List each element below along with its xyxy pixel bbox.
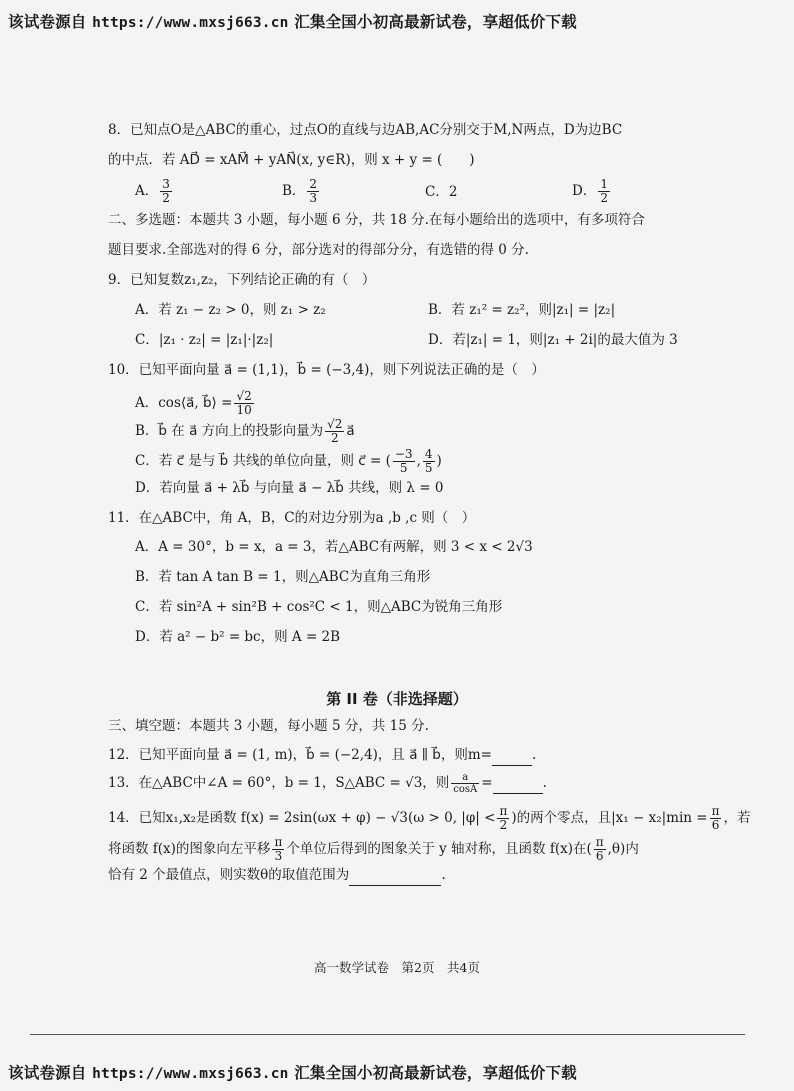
section2-line2: 题目要求.全部选对的得 6 分，部分选对的得部分分，有选错的得 0 分. bbox=[108, 242, 529, 258]
q10-stem: 10．已知平面向量 a⃗ = (1,1)，b⃗ = (−3,4)，则下列说法正确的是（ ） bbox=[108, 362, 545, 378]
q13-answer-blank[interactable] bbox=[493, 773, 543, 794]
q8-option-c: C．2 bbox=[425, 184, 458, 200]
source-banner-top bbox=[8, 10, 577, 32]
source-banner-bottom bbox=[8, 1061, 577, 1083]
q9-option-a: A．若 z₁ − z₂ > 0，则 z₁ > z₂ bbox=[135, 302, 326, 318]
section3-heading: 三、填空题：本题共 3 小题，每小题 5 分，共 15 分. bbox=[108, 718, 429, 734]
banner-prefix: 该试卷源自 bbox=[8, 12, 87, 31]
banner-url[interactable]: https://www.mxsj663.cn bbox=[92, 1066, 289, 1082]
q10-option-c: C．若 c⃗ 是与 b⃗ 共线的单位向量，则 c⃗ = ( $\frac{-3}{5}$ , $\frac{4}{5}$ ) bbox=[135, 447, 442, 475]
q9-option-d: D．若|z₁| = 1，则|z₁ + 2i|的最大值为 3 bbox=[428, 332, 678, 348]
q11-option-c: C．若 sin²A + sin²B + cos²C < 1，则△ABC为锐角三角形 bbox=[135, 599, 503, 615]
part2-title: 第 II 卷（非选择题） bbox=[326, 690, 468, 708]
q11-option-d: D．若 a² − b² = bc，则 A = 2B bbox=[135, 629, 341, 645]
q8-line1: 8．已知点O是△ABC的重心，过点O的直线与边AB,AC分别交于M,N两点，D为边BC bbox=[108, 122, 623, 138]
q9-option-c: C．|z₁ · z₂| = |z₁|·|z₂| bbox=[135, 332, 274, 348]
q14-line2: 将函数 f(x)的图象向左平移 $\frac{\pi}{3}$ 个单位后得到的图象关于 y 轴对称，且函数 f(x)在( $\frac{\pi}{6}$ ,θ)内 bbox=[108, 835, 639, 863]
q10-option-a: A．cos⟨a⃗, b⃗⟩ = $\frac{√2}{10}$ bbox=[135, 389, 252, 417]
q14-line3: 恰有 2 个最值点，则实数θ的取值范围为 . bbox=[108, 865, 446, 886]
banner-suffix: 汇集全国小初高最新试卷，享超低价下载 bbox=[294, 12, 577, 31]
q10-option-d: D．若向量 a⃗ + λb⃗ 与向量 a⃗ − λb⃗ 共线，则 λ = 0 bbox=[135, 480, 444, 496]
page-bottom-rule bbox=[30, 1034, 745, 1035]
q8-option-b: B． $\frac{2}{3}$ bbox=[282, 177, 318, 205]
q14-answer-blank[interactable] bbox=[349, 865, 441, 886]
q12-answer-blank[interactable] bbox=[492, 745, 532, 766]
section2-line1: 二、多选题：本题共 3 小题，每小题 6 分，共 18 分.在每小题给出的选项中，有多项符合 bbox=[108, 212, 645, 228]
page-footer: 高一数学试卷 第2页 共4页 bbox=[314, 960, 480, 975]
q11-stem: 11．在△ABC中，角 A，B，C的对边分别为a ,b ,c 则（ ） bbox=[108, 510, 476, 526]
q11-option-a: A．A = 30°，b = x，a = 3，若△ABC有两解，则 3 < x < 2√3 bbox=[135, 539, 533, 555]
q8-line2: 的中点．若 AD⃗ = xAM⃗ + yAN⃗(x, y∈R)，则 x + y = ( ) bbox=[108, 152, 475, 168]
banner-prefix: 该试卷源自 bbox=[8, 1063, 87, 1082]
q9-stem: 9．已知复数z₁,z₂，下列结论正确的有（ ） bbox=[108, 272, 376, 288]
banner-suffix: 汇集全国小初高最新试卷，享超低价下载 bbox=[294, 1063, 577, 1082]
q10-option-b: B．b⃗ 在 a⃗ 方向上的投影向量为 $\frac{√2}{2}$ a⃗ bbox=[135, 417, 355, 445]
banner-url[interactable]: https://www.mxsj663.cn bbox=[92, 15, 289, 31]
q8-option-d: D． $\frac{1}{2}$ bbox=[572, 177, 608, 205]
q12-line: 12．已知平面向量 a⃗ = (1, m)，b⃗ = (−2,4)，且 a⃗ ∥ b⃗，则m= . bbox=[108, 745, 536, 766]
q14-line1: 14．已知x₁,x₂是函数 f(x) = 2sin(ωx + φ) − √3(ω > 0, |φ| < $\frac{\pi}{2}$ )的两个零点，且|x₁ − x₂|min = $\frac{\pi}{6}$ ，若 bbox=[108, 804, 751, 832]
q13-line: 13．在△ABC中∠A = 60°，b = 1，S△ABC = √3，则 $\frac{a}{\cos A}$ = . bbox=[108, 772, 547, 795]
q9-option-b: B．若 z₁² = z₂²，则|z₁| = |z₂| bbox=[428, 302, 616, 318]
q8-option-a: A． $\frac{3}{2}$ bbox=[135, 177, 170, 205]
q11-option-b: B．若 tan A tan B = 1，则△ABC为直角三角形 bbox=[135, 569, 431, 585]
